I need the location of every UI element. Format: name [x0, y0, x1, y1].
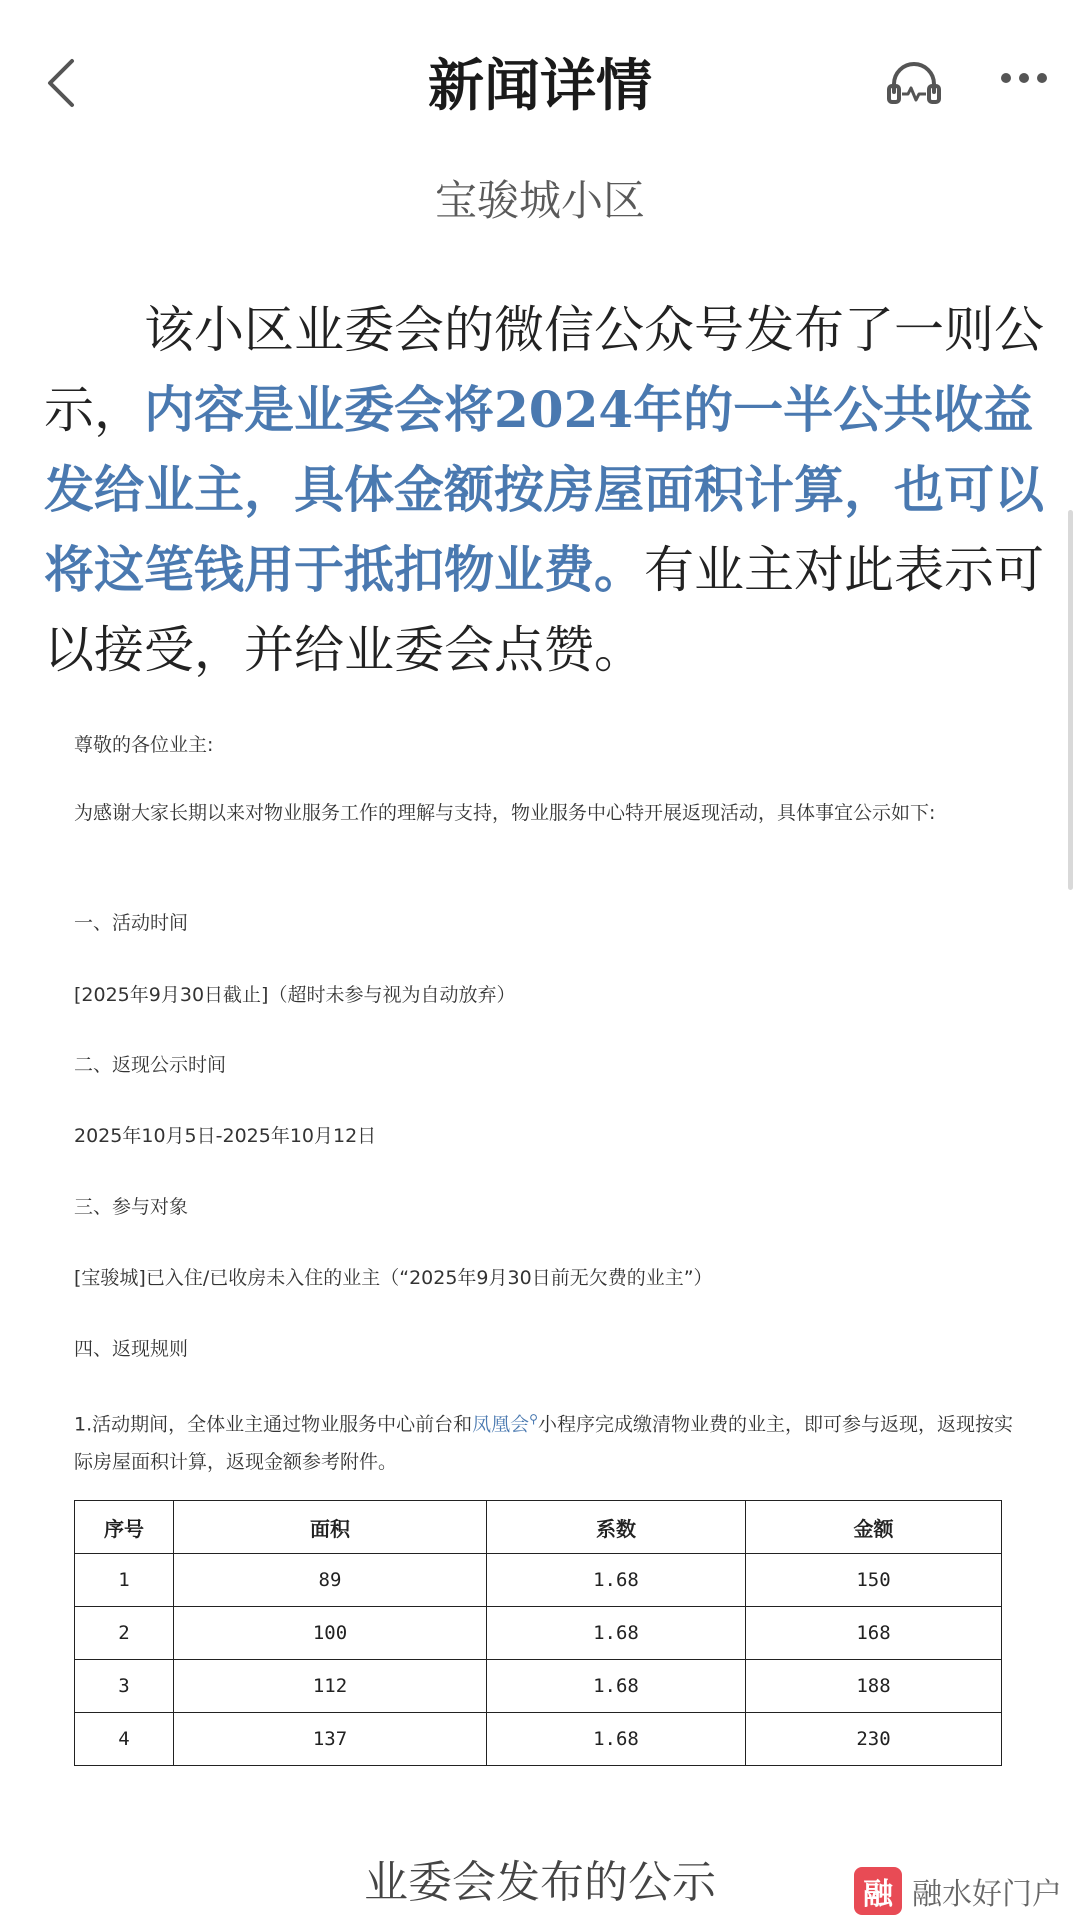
- table-cell: 112: [174, 1660, 487, 1713]
- notice-section-body: [2025年9月30日截止]（超时未参与视为自动放弃）: [74, 984, 516, 1006]
- table-cell: 1.68: [487, 1660, 746, 1713]
- rebate-table: [74, 1500, 1002, 1766]
- image-caption: 业委会发布的公示: [364, 1857, 716, 1908]
- table-cell: 89: [174, 1554, 487, 1607]
- table-cell: 188: [746, 1660, 1002, 1713]
- notice-section-title: 一、活动时间: [74, 912, 189, 934]
- notice-section-title: 三、参与对象: [74, 1196, 189, 1218]
- table-cell: 2: [75, 1607, 174, 1660]
- table-row: [75, 1554, 1002, 1607]
- fenghuanghui-link[interactable]: 凤凰会: [472, 1413, 530, 1436]
- lead-highlight: 内容是业委会将2024年的一半公共收益发给业主，具体金额按房屋面积计算，也可以将这笔钱用于抵扣物业费。: [44, 380, 1044, 599]
- notice-section-title: 二、返现公示时间: [74, 1054, 227, 1076]
- table-row: [75, 1660, 1002, 1713]
- table-header-cell: 序号: [75, 1501, 174, 1554]
- table-row: [75, 1607, 1002, 1660]
- source-watermark: [854, 1866, 1062, 1916]
- table-cell: 100: [174, 1607, 487, 1660]
- table-row: [75, 1713, 1002, 1766]
- table-header-cell: 面积: [174, 1501, 487, 1554]
- notice-section-body: 2025年10月5日-2025年10月12日: [74, 1125, 377, 1147]
- lead-text-end: 有业主对此表示可以接受，并给业委会点赞。: [44, 541, 1044, 679]
- table-cell: 3: [75, 1660, 174, 1713]
- table-cell: 1: [75, 1554, 174, 1607]
- table-cell: 1.68: [487, 1607, 746, 1660]
- watermark-text: 融水好门户: [912, 1877, 1062, 1912]
- table-cell: 1.68: [487, 1554, 746, 1607]
- page-title: 新闻详情: [428, 53, 652, 119]
- notice-rule-1: [74, 1400, 1014, 1481]
- table-header-cell: 系数: [487, 1501, 746, 1554]
- article-lead-paragraph: [44, 290, 1044, 690]
- top-bar: [0, 0, 1080, 160]
- lead-text-start: 该小区业委会的微信公众号发布了一则公示，: [44, 301, 1044, 439]
- table-header-row: [75, 1501, 1002, 1554]
- notice-greeting: 尊敬的各位业主:: [74, 734, 214, 756]
- table-header-cell: 金额: [746, 1501, 1002, 1554]
- more-icon[interactable]: [998, 70, 1050, 86]
- notice-section-title: 四、返现规则: [74, 1338, 189, 1360]
- notice-intro: 为感谢大家长期以来对物业服务工作的理解与支持，物业服务中心特开展返现活动，具体事宜公示如下:: [74, 802, 936, 824]
- search-icon: ⚲: [529, 1412, 538, 1426]
- article-subtitle: 宝骏城小区: [434, 176, 645, 225]
- headphones-icon[interactable]: [886, 56, 942, 106]
- table-cell: 4: [75, 1713, 174, 1766]
- rule-text: 1.活动期间，全体业主通过物业服务中心前台和: [74, 1413, 473, 1436]
- rule-text: 小程序完成缴清物业费的业主，即可参与返现，返现按实际房屋面积计算，返现金额参考附件。: [74, 1413, 1013, 1474]
- table-cell: 230: [746, 1713, 1002, 1766]
- notice-section-body: [宝骏城]已入住/已收房未入住的业主（“2025年9月30日前无欠费的业主”）: [74, 1267, 713, 1289]
- table-cell: 168: [746, 1607, 1002, 1660]
- table-cell: 137: [174, 1713, 487, 1766]
- scrollbar[interactable]: [1068, 510, 1073, 890]
- table-cell: 1.68: [487, 1713, 746, 1766]
- table-cell: 150: [746, 1554, 1002, 1607]
- watermark-logo: 融: [854, 1867, 902, 1915]
